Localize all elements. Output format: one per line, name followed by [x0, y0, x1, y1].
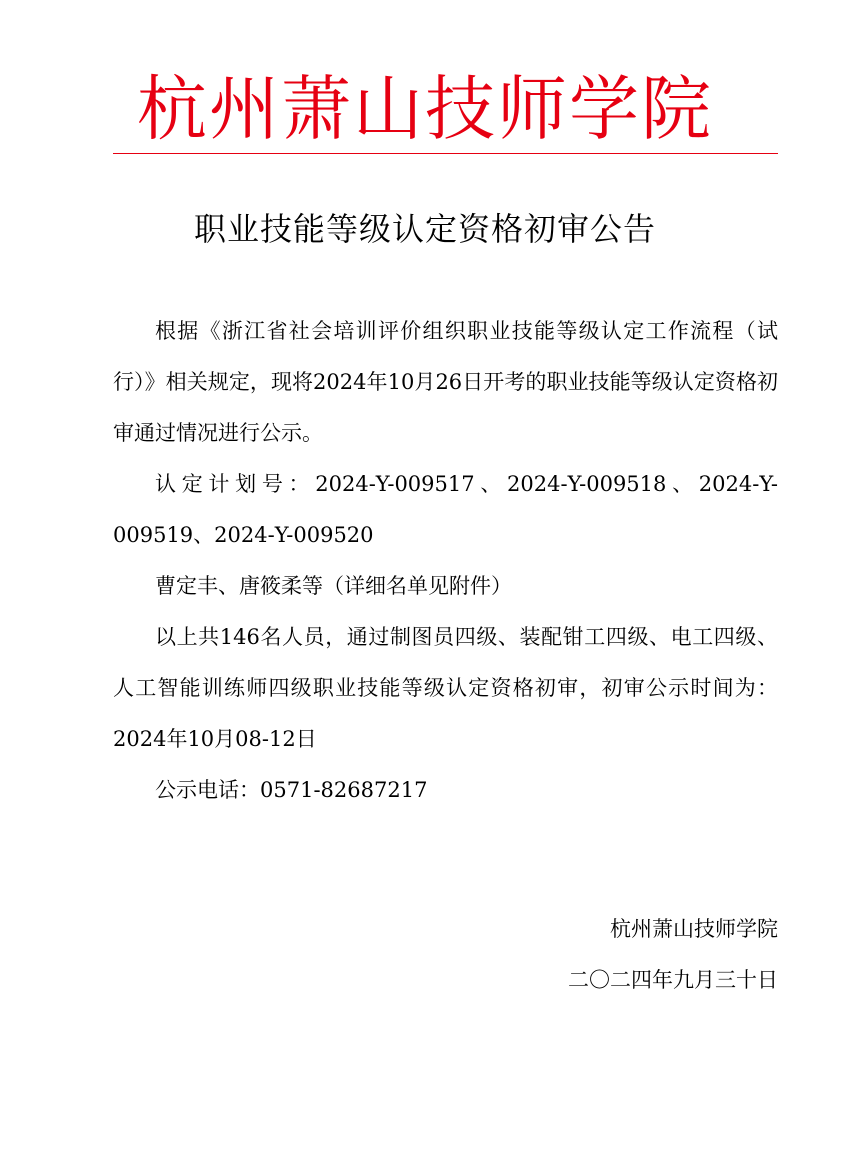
- signature-organization: 杭州萧山技师学院: [610, 917, 778, 941]
- institution-header-title: 杭州萧山技师学院: [137, 68, 713, 150]
- paragraph-summary: 以上共146名人员，通过制图员四级、装配钳工四级、电工四级、人工智能训练师四级职业技能等级认定资格初审，初审公示时间为：2024年10月08-12日: [113, 625, 778, 751]
- signature-block: [568, 904, 778, 1006]
- paragraph-intro: 根据《浙江省社会培训评价组织职业技能等级认定工作流程（试行）》相关规定，现将2024年10月26日开考的职业技能等级认定资格初审通过情况进行公示。: [113, 319, 778, 445]
- header-divider: [113, 153, 778, 154]
- paragraph-phone: 公示电话：0571-82687217: [155, 778, 428, 802]
- document-body: [113, 306, 778, 816]
- paragraph-plan-numbers: 认定计划号：2024-Y-009517、2024-Y-009518、2024-Y-009519、2024-Y-009520: [113, 472, 778, 547]
- document-title: 职业技能等级认定资格初审公告: [193, 210, 656, 248]
- paragraph-names: 曹定丰、唐筱柔等（详细名单见附件）: [155, 574, 512, 598]
- signature-date: 二〇二四年九月三十日: [568, 968, 778, 992]
